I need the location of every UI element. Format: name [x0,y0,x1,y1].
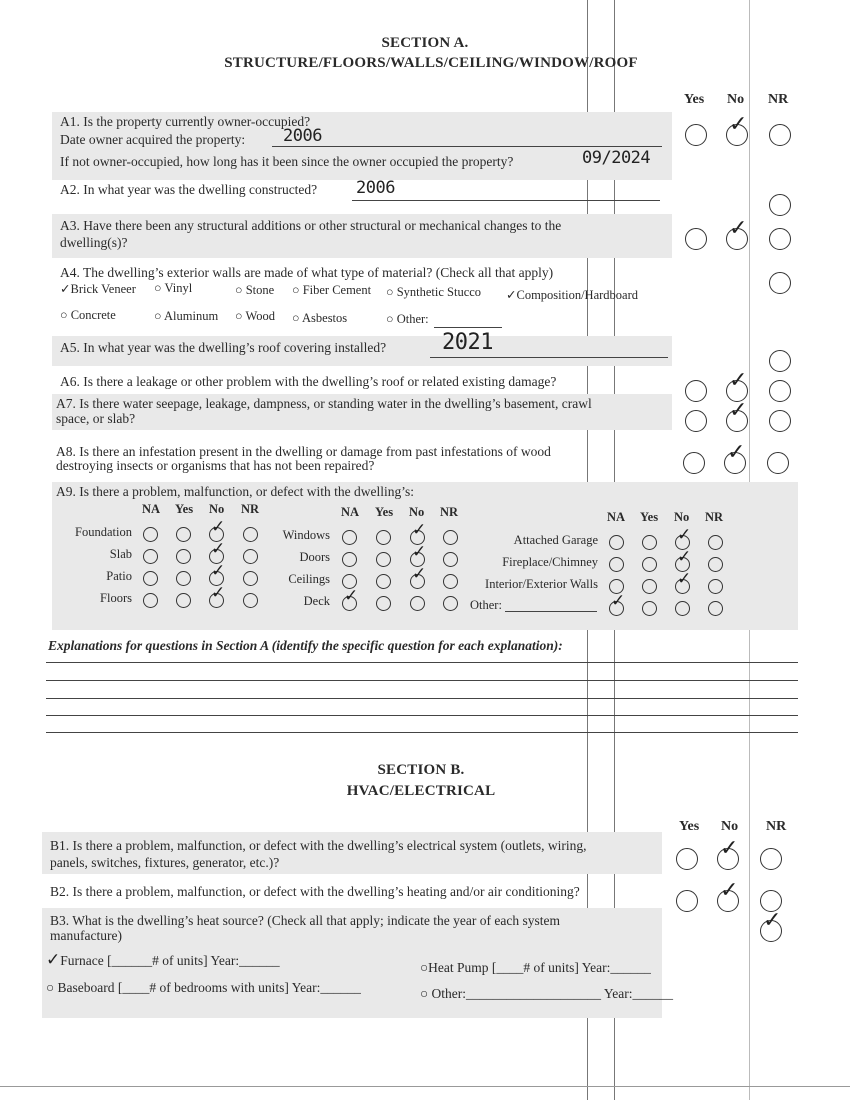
a1-date-value: 2006 [283,126,322,146]
g3-r1-yes[interactable] [642,535,657,550]
a4-opt-vinyl[interactable]: ○ Vinyl [154,281,193,295]
g2-r1-nr[interactable] [443,530,458,545]
a6-nr-radio[interactable] [769,380,791,402]
a1-question: A1. Is the property currently owner-occupied? [60,114,311,129]
b3-opt-furnace[interactable]: ✓Furnace [______# of units] Year:______ [46,950,280,970]
b1-yes-radio[interactable] [676,848,698,870]
checkbox-icon: ○ [235,283,246,297]
checkbox-icon: ○ [386,285,397,299]
check-mark-icon: ✓ [677,525,692,545]
b2-yes-radio[interactable] [676,890,698,912]
a9-question: A9. Is there a problem, malfunction, or defect with the dwelling’s: [56,484,415,499]
b3-question-2: manufacture) [50,928,122,943]
g2-label-windows: Windows [282,528,330,542]
check-mark-icon: ✓ [211,583,226,603]
g2-col-no: No [409,505,425,519]
g2-r4-nr[interactable] [443,596,458,611]
checkbox-icon: ○ [60,308,71,322]
a4-opt-brick[interactable]: ✓Brick Veneer [60,282,136,296]
check-mark-icon: ✓ [677,569,692,589]
g3-col-na: NA [607,510,626,524]
g1-label-floors: Floors [100,591,132,605]
g2-r1-yes[interactable] [376,530,391,545]
b1-question-2: panels, switches, fixtures, generator, etc.)? [50,855,280,870]
explanation-line-2[interactable] [46,680,798,681]
check-mark-icon: ✓ [727,440,746,465]
a8-question-2: destroying insects or organisms that has not been repaired? [56,458,375,473]
checkbox-icon: ○ [235,309,246,323]
check-mark-icon: ✓ [412,520,427,540]
check-mark-icon: ✓ [211,539,226,559]
a5-nr-radio[interactable] [769,350,791,372]
g3-r3-yes[interactable] [642,579,657,594]
section-b-title: SECTION B. [377,762,465,778]
g3-label-walls: Interior/Exterior Walls [485,577,598,591]
a8-yes-radio[interactable] [683,452,705,474]
a1-date-line [272,146,662,147]
a2-value: 2006 [356,178,395,198]
checkbox-checked-icon: ✓ [60,282,71,296]
g2-label-deck: Deck [303,594,330,608]
a4-other-line [434,327,502,328]
g1-col-no: No [209,502,225,516]
check-mark-icon: ✓ [720,836,739,861]
page-bottom-line [0,1086,850,1087]
b1-nr-radio[interactable] [760,848,782,870]
explanation-line-4[interactable] [46,715,798,716]
explanation-line-1[interactable] [46,662,798,663]
g3-r1-na[interactable] [609,535,624,550]
g2-r2-na[interactable] [342,552,357,567]
g2-r1-na[interactable] [342,530,357,545]
checkbox-icon: ○ [386,312,397,326]
g3-other-line [505,611,597,612]
a1-yes-radio[interactable] [685,124,707,146]
a6-question: A6. Is there a leakage or other problem with the dwelling’s roof or related existing damage? [60,374,557,389]
a3-nr-radio[interactable] [769,228,791,250]
g3-label-fireplace: Fireplace/Chimney [502,555,598,569]
g1-r4-yes[interactable] [176,593,191,608]
check-mark-icon: ✓ [412,564,427,584]
b3-opt-heat-pump[interactable]: ○Heat Pump [____# of units] Year:______ [420,960,651,975]
a7-question-2: space, or slab? [56,411,136,426]
a4-opt-wood[interactable]: ○ Wood [235,309,276,323]
b-col-yes: Yes [679,819,700,834]
checkbox-icon: ○ [154,281,165,295]
g1-r3-yes[interactable] [176,571,191,586]
b1-question-1: B1. Is there a problem, malfunction, or defect with the dwelling’s electrical system (outlets, wiring, [50,838,587,853]
a7-question-1: A7. Is there water seepage, leakage, dampness, or standing water in the dwelling’s basement, crawl [56,396,592,411]
check-mark-icon: ✓ [211,517,226,537]
a4-opt-concrete[interactable]: ○ Concrete [60,308,116,322]
g1-label-slab: Slab [109,547,132,561]
g1-label-foundation: Foundation [75,525,132,539]
a1-date-label: Date owner acquired the property: [60,132,246,147]
check-mark-icon: ✓ [763,908,782,933]
b-col-no: No [721,819,739,834]
b-col-nr: NR [766,819,787,834]
g3-r2-nr[interactable] [708,557,723,572]
g2-r4-yes[interactable] [376,596,391,611]
explanations-label: Explanations for questions in Section A (identify the specific question for each explanation): [48,638,563,653]
a3-question-2: dwelling(s)? [60,235,128,250]
g1-r2-yes[interactable] [176,549,191,564]
g1-r1-na[interactable] [143,527,158,542]
section-a-title: SECTION A. [381,35,469,51]
b2-question: B2. Is there a problem, malfunction, or defect with the dwelling’s heating and/or air conditioning? [50,884,580,899]
col-nr: NR [768,92,789,107]
check-mark-icon: ✓ [729,368,748,393]
a1-if-not: If not owner-occupied, how long has it been since the owner occupied the property? [60,154,514,169]
checkbox-icon: ○ [46,980,58,995]
a4-nr-radio[interactable] [769,272,791,294]
g1-col-na: NA [142,502,161,516]
a3-question-1: A3. Have there been any structural additions or other structural or mechanical changes to the [60,218,562,233]
g1-r2-na[interactable] [143,549,158,564]
g1-label-patio: Patio [106,569,132,583]
g3-r4-yes[interactable] [642,601,657,616]
a8-question-1: A8. Is there an infestation present in the dwelling or damage from past infestations of wood [56,444,551,459]
a5-line [430,357,668,358]
a4-opt-aluminum[interactable]: ○ Aluminum [154,309,219,323]
g3-label-other: Other: [470,598,502,612]
g2-label-ceilings: Ceilings [288,572,330,586]
check-mark-icon: ✓ [729,216,748,241]
a2-nr-radio[interactable] [769,194,791,216]
a5-value: 2021 [442,330,493,355]
a4-question: A4. The dwelling’s exterior walls are made of what type of material? (Check all that apply) [60,265,554,280]
checkbox-icon: ○ [292,311,302,325]
checkbox-icon: ○ [420,960,429,975]
check-mark-icon: ✓ [211,561,226,581]
g3-r4-no[interactable] [675,601,690,616]
g3-r2-na[interactable] [609,557,624,572]
explanation-line-3[interactable] [46,698,798,699]
a2-question: A2. In what year was the dwelling constructed? [60,182,318,197]
a8-nr-radio[interactable] [767,452,789,474]
b3-opt-other[interactable]: ○ Other:____________________ Year:______ [420,986,674,1001]
g2-r3-yes[interactable] [376,574,391,589]
checkbox-icon: ○ [154,309,164,323]
g2-col-na: NA [341,505,360,519]
a1-if-not-value: 09/2024 [582,148,651,168]
col-no: No [727,92,745,107]
g3-col-no: No [674,510,690,524]
g2-r2-nr[interactable] [443,552,458,567]
a3-yes-radio[interactable] [685,228,707,250]
a6-yes-radio[interactable] [685,380,707,402]
checkbox-checked-icon: ✓ [506,288,517,302]
a4-opt-fiber-cement[interactable]: ○ Fiber Cement [292,283,372,297]
a7-nr-radio[interactable] [769,410,791,432]
g1-col-yes: Yes [175,502,194,516]
check-mark-icon: ✓ [729,112,748,137]
a4-opt-composition[interactable]: ✓Composition/Hardboard [506,288,638,302]
g1-r3-na[interactable] [143,571,158,586]
g1-r4-na[interactable] [143,593,158,608]
checkbox-icon: ○ [420,986,432,1001]
check-mark-icon: ✓ [729,398,748,423]
g3-col-nr: NR [705,510,724,524]
g3-r2-yes[interactable] [642,557,657,572]
g3-col-yes: Yes [640,510,659,524]
col-yes: Yes [684,92,705,107]
a4-opt-asbestos[interactable]: ○ Asbestos [292,311,348,325]
section-b-subtitle: HVAC/ELECTRICAL [346,783,496,799]
check-mark-icon: ✓ [677,547,692,567]
g3-r1-nr[interactable] [708,535,723,550]
b3-question-1: B3. What is the dwelling’s heat source? (Check all that apply; indicate the year of each system [50,913,560,928]
g2-col-yes: Yes [375,505,394,519]
check-mark-icon: ✓ [344,586,359,606]
g2-r4-no[interactable] [410,596,425,611]
a4-opt-stone[interactable]: ○ Stone [235,283,275,297]
checkbox-checked-icon: ✓ [46,950,61,970]
g2-label-doors: Doors [299,550,330,564]
a4-opt-other[interactable]: ○ Other: [386,312,429,326]
g3-r4-nr[interactable] [708,601,723,616]
checkbox-icon: ○ [292,283,303,297]
a7-yes-radio[interactable] [685,410,707,432]
a2-line [352,200,660,201]
section-a-subtitle: STRUCTURE/FLOORS/WALLS/CEILING/WINDOW/ROOF [224,55,638,71]
g1-col-nr: NR [241,502,260,516]
g2-r3-nr[interactable] [443,574,458,589]
a4-opt-synthetic-stucco[interactable]: ○ Synthetic Stucco [386,285,482,299]
a1-nr-radio[interactable] [769,124,791,146]
g2-col-nr: NR [440,505,459,519]
check-mark-icon: ✓ [720,878,739,903]
g1-r1-yes[interactable] [176,527,191,542]
g3-r3-nr[interactable] [708,579,723,594]
b3-opt-baseboard[interactable]: ○ Baseboard [____# of bedrooms with units] Year:______ [46,980,361,995]
explanation-line-5[interactable] [46,732,798,733]
check-mark-icon: ✓ [611,591,626,611]
g2-r2-yes[interactable] [376,552,391,567]
check-mark-icon: ✓ [412,542,427,562]
a5-question: A5. In what year was the dwelling’s roof covering installed? [60,340,387,355]
g3-label-garage: Attached Garage [513,533,598,547]
